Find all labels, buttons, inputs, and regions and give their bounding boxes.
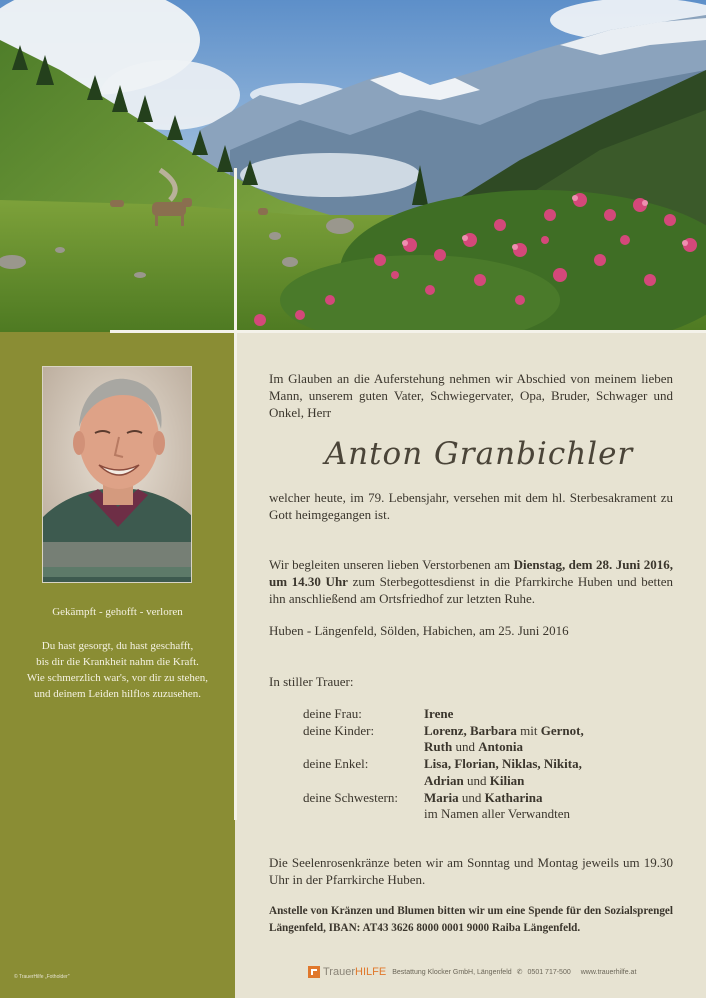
funeral-text-2: zum Sterbegottesdienst in die Pfarrkirche Huben und betten ihn anschließend am Ortsfriedhof zur letzten Ruhe. — [269, 574, 673, 606]
mourner-row — [303, 806, 683, 823]
connector: und — [463, 772, 490, 788]
mourner-name: Kilian — [489, 772, 525, 788]
poem — [0, 638, 235, 702]
phone-number: 0501 717-500 — [527, 968, 571, 976]
relation-label-empty — [303, 739, 424, 756]
mourner-row — [303, 756, 683, 773]
mourner-row — [303, 723, 683, 740]
poem-line: Du hast gesorgt, du hast geschafft, — [41, 640, 194, 652]
portrait-photo — [42, 366, 192, 583]
connector: und — [452, 739, 479, 755]
connector: mit — [516, 722, 541, 738]
death-notice: welcher heute, im 79. Lebensjahr, versehen mit dem hl. Sterbesakrament zu Gott heimgegangen ist. — [269, 490, 673, 522]
mourner-names — [424, 739, 683, 756]
mourner-row — [303, 790, 683, 807]
mourner-name: Antonia — [478, 739, 523, 755]
mourner-name: Lorenz, Barbara — [424, 722, 517, 738]
copyright: © TrauerHilfe „Fotholder" — [14, 974, 70, 980]
mourner-name: Adrian — [424, 772, 464, 788]
relation-label-empty — [303, 806, 424, 823]
mourner-names: Lisa, Florian, Niklas, Nikita, — [424, 756, 582, 772]
mourner-name: Ruth — [424, 739, 453, 755]
mourner-names — [424, 723, 683, 740]
poem-line: bis dir die Krankheit nahm die Kraft. — [36, 656, 199, 668]
mourner-name: Maria — [424, 789, 459, 805]
mourner-row — [303, 739, 683, 756]
funeral-text-1: Wir begleiten unseren lieben Verstorbenen am — [269, 557, 514, 572]
intro-text: Im Glauben an die Auferstehung nehmen wir Abschied von meinem lieben Mann, unserem guten Vater, Schwiegervater, Opa, Bruder, Schwager und Onkel, Herr — [269, 371, 673, 420]
cross-vertical-beam — [234, 168, 237, 820]
place-date: Huben - Längenfeld, Sölden, Habichen, am 25. Juni 2016 — [269, 623, 569, 638]
rosary-info: Die Seelenrosenkränze beten wir am Sonntag und Montag jeweils um 19.30 Uhr in der Pfarrkirche Huben. — [269, 855, 673, 887]
brand-name: Trauer — [323, 966, 355, 978]
mourner-row — [303, 773, 683, 790]
mourner-name: Katharina — [484, 789, 543, 805]
mourner-name: Gernot, — [540, 722, 584, 738]
footer — [308, 965, 636, 979]
relation-label: deine Frau: — [303, 706, 362, 721]
relation-label: deine Schwestern: — [303, 789, 398, 805]
donation-notice: Anstelle von Kränzen und Blumen bitten wir um eine Spende für den Sozialsprengel Längenfeld, IBAN: AT43 3626 8000 0001 9000 Raiba Längenfeld. — [269, 905, 673, 934]
relation-label-empty — [303, 773, 424, 790]
mourner-names — [424, 790, 683, 807]
funeral-date: Dienstag, dem 28. Juni 2016, um 14.30 Uhr — [269, 557, 673, 589]
mourner-names: Irene — [424, 706, 454, 721]
deceased-name: Anton Granbichler — [324, 436, 634, 472]
brand-name-accent: HILFE — [355, 966, 387, 978]
mourning-heading: In stiller Trauer: — [269, 674, 354, 689]
website: www.trauerhilfe.at — [580, 968, 637, 976]
relation-label: deine Enkel: — [303, 756, 369, 772]
trauerhilfe-logo-icon — [308, 966, 320, 978]
company-name: Bestattung Klocker GmbH, Längenfeld — [392, 968, 512, 976]
phone-icon: ✆ — [516, 969, 523, 976]
relatives-note: im Namen aller Verwandten — [424, 806, 570, 822]
funeral-info — [269, 556, 673, 607]
mourners-list — [303, 706, 683, 823]
poem-line: Wie schmerzlich war's, vor dir zu stehen, — [26, 672, 209, 684]
motto: Gekämpft - gehofft - verloren — [52, 606, 183, 618]
mourner-row — [303, 706, 683, 723]
mourner-names — [424, 773, 683, 790]
connector: und — [458, 789, 485, 805]
cross-horizontal-beam — [110, 330, 706, 333]
poem-line: und deinem Leiden hilflos zuzusehen. — [33, 688, 202, 700]
relation-label: deine Kinder: — [303, 722, 375, 738]
landscape-photo — [0, 0, 706, 332]
